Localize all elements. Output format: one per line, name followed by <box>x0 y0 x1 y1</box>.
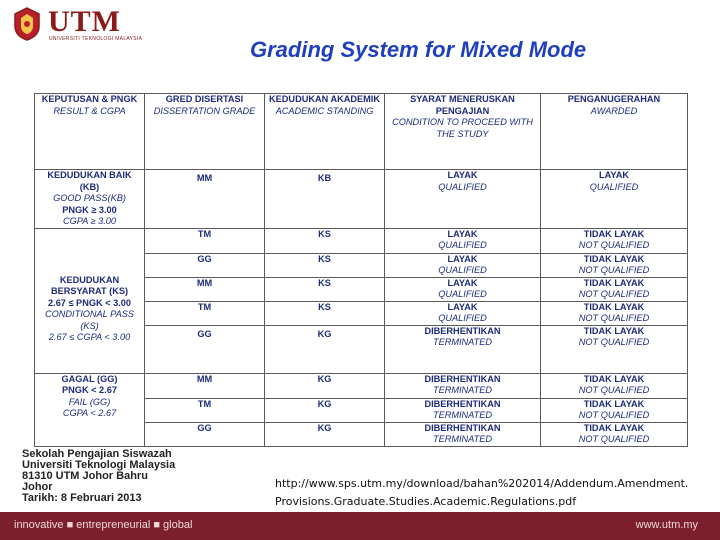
award-cell: TIDAK LAYAK NOT QUALIFIED <box>541 277 688 301</box>
standing-cell: KB <box>265 170 385 229</box>
standing-cell: KG <box>265 422 385 446</box>
logo-subtext: UNIVERSITI TEKNOLOGI MALAYSIA <box>49 36 143 42</box>
award-cell: TIDAK LAYAK NOT QUALIFIED <box>541 325 688 373</box>
grade-cell: GG <box>145 253 265 277</box>
result-cell-kb: KEDUDUKAN BAIK (KB) GOOD PASS(KB) PNGK ≥ 3.00 CGPA ≥ 3.00 <box>35 170 145 229</box>
award-cell: TIDAK LAYAK NOT QUALIFIED <box>541 373 688 398</box>
address-line: 81310 UTM Johor Bahru <box>22 470 148 482</box>
standing-cell: KG <box>265 398 385 422</box>
tagline: innovative ■ entrepreneurial ■ global <box>14 519 193 531</box>
utm-crest-icon <box>12 6 42 42</box>
standing-cell: KG <box>265 373 385 398</box>
header-grade: GRED DISERTASI DISSERTATION GRADE <box>145 94 265 170</box>
grade-cell: GG <box>145 325 265 373</box>
logo-text: UTM <box>48 5 121 38</box>
grade-cell: TM <box>145 228 265 253</box>
result-cell-gg: GAGAL (GG) PNGK < 2.67 FAIL (GG) CGPA < 2.67 <box>35 373 145 446</box>
table-row <box>35 228 688 253</box>
award-cell: TIDAK LAYAK NOT QUALIFIED <box>541 398 688 422</box>
address-line: Sekolah Pengajian Siswazah <box>22 448 172 460</box>
grade-cell: TM <box>145 301 265 325</box>
school-address <box>22 449 175 504</box>
grade-cell: TM <box>145 398 265 422</box>
header-result: KEPUTUSAN & PNGK RESULT & CGPA <box>35 94 145 170</box>
standing-cell: KS <box>265 277 385 301</box>
condition-cell: LAYAK QUALIFIED <box>385 170 541 229</box>
table-header-row <box>35 94 688 170</box>
condition-cell: DIBERHENTIKAN TERMINATED <box>385 398 541 422</box>
grade-cell: MM <box>145 373 265 398</box>
header-standing: KEDUDUKAN AKADEMIK ACADEMIC STANDING <box>265 94 385 170</box>
utm-logo <box>12 6 172 44</box>
header-awarded: PENGANUGERAHAN AWARDED <box>541 94 688 170</box>
grade-cell: GG <box>145 422 265 446</box>
result-cell-ks: KEDUDUKAN BERSYARAT (KS) 2.67 ≤ PNGK < 3.00 CONDITIONAL PASS (KS) 2.67 ≤ CGPA < 3.00 <box>35 228 145 373</box>
condition-cell: DIBERHENTIKAN TERMINATED <box>385 373 541 398</box>
header-condition: SYARAT MENERUSKAN PENGAJIAN CONDITION TO PROCEED WITH THE STUDY <box>385 94 541 170</box>
condition-cell: DIBERHENTIKAN TERMINATED <box>385 325 541 373</box>
award-cell: LAYAK QUALIFIED <box>541 170 688 229</box>
standing-cell: KS <box>265 228 385 253</box>
date-line: Tarikh: 8 Februari 2013 <box>22 492 142 504</box>
table-row <box>35 373 688 398</box>
address-line: Johor <box>22 481 53 493</box>
condition-cell: LAYAK QUALIFIED <box>385 277 541 301</box>
bottom-bar <box>0 512 720 540</box>
condition-cell: LAYAK QUALIFIED <box>385 253 541 277</box>
standing-cell: KS <box>265 301 385 325</box>
grade-cell: MM <box>145 170 265 229</box>
grading-table <box>34 93 688 447</box>
condition-cell: DIBERHENTIKAN TERMINATED <box>385 422 541 446</box>
website-link[interactable]: www.utm.my <box>635 519 698 531</box>
standing-cell: KG <box>265 325 385 373</box>
award-cell: TIDAK LAYAK NOT QUALIFIED <box>541 422 688 446</box>
source-url-link[interactable]: http://www.sps.utm.my/download/bahan%202014/Addendum.Amendment.Provisions.Graduate.Studies.Academic.Regulations.pdf <box>275 477 689 508</box>
condition-cell: LAYAK QUALIFIED <box>385 228 541 253</box>
table-row <box>35 170 688 229</box>
award-cell: TIDAK LAYAK NOT QUALIFIED <box>541 301 688 325</box>
page-title: Grading System for Mixed Mode <box>250 37 587 62</box>
address-line: Universiti Teknologi Malaysia <box>22 459 176 471</box>
grade-cell: MM <box>145 277 265 301</box>
standing-cell: KS <box>265 253 385 277</box>
award-cell: TIDAK LAYAK NOT QUALIFIED <box>541 228 688 253</box>
condition-cell: LAYAK QUALIFIED <box>385 301 541 325</box>
award-cell: TIDAK LAYAK NOT QUALIFIED <box>541 253 688 277</box>
